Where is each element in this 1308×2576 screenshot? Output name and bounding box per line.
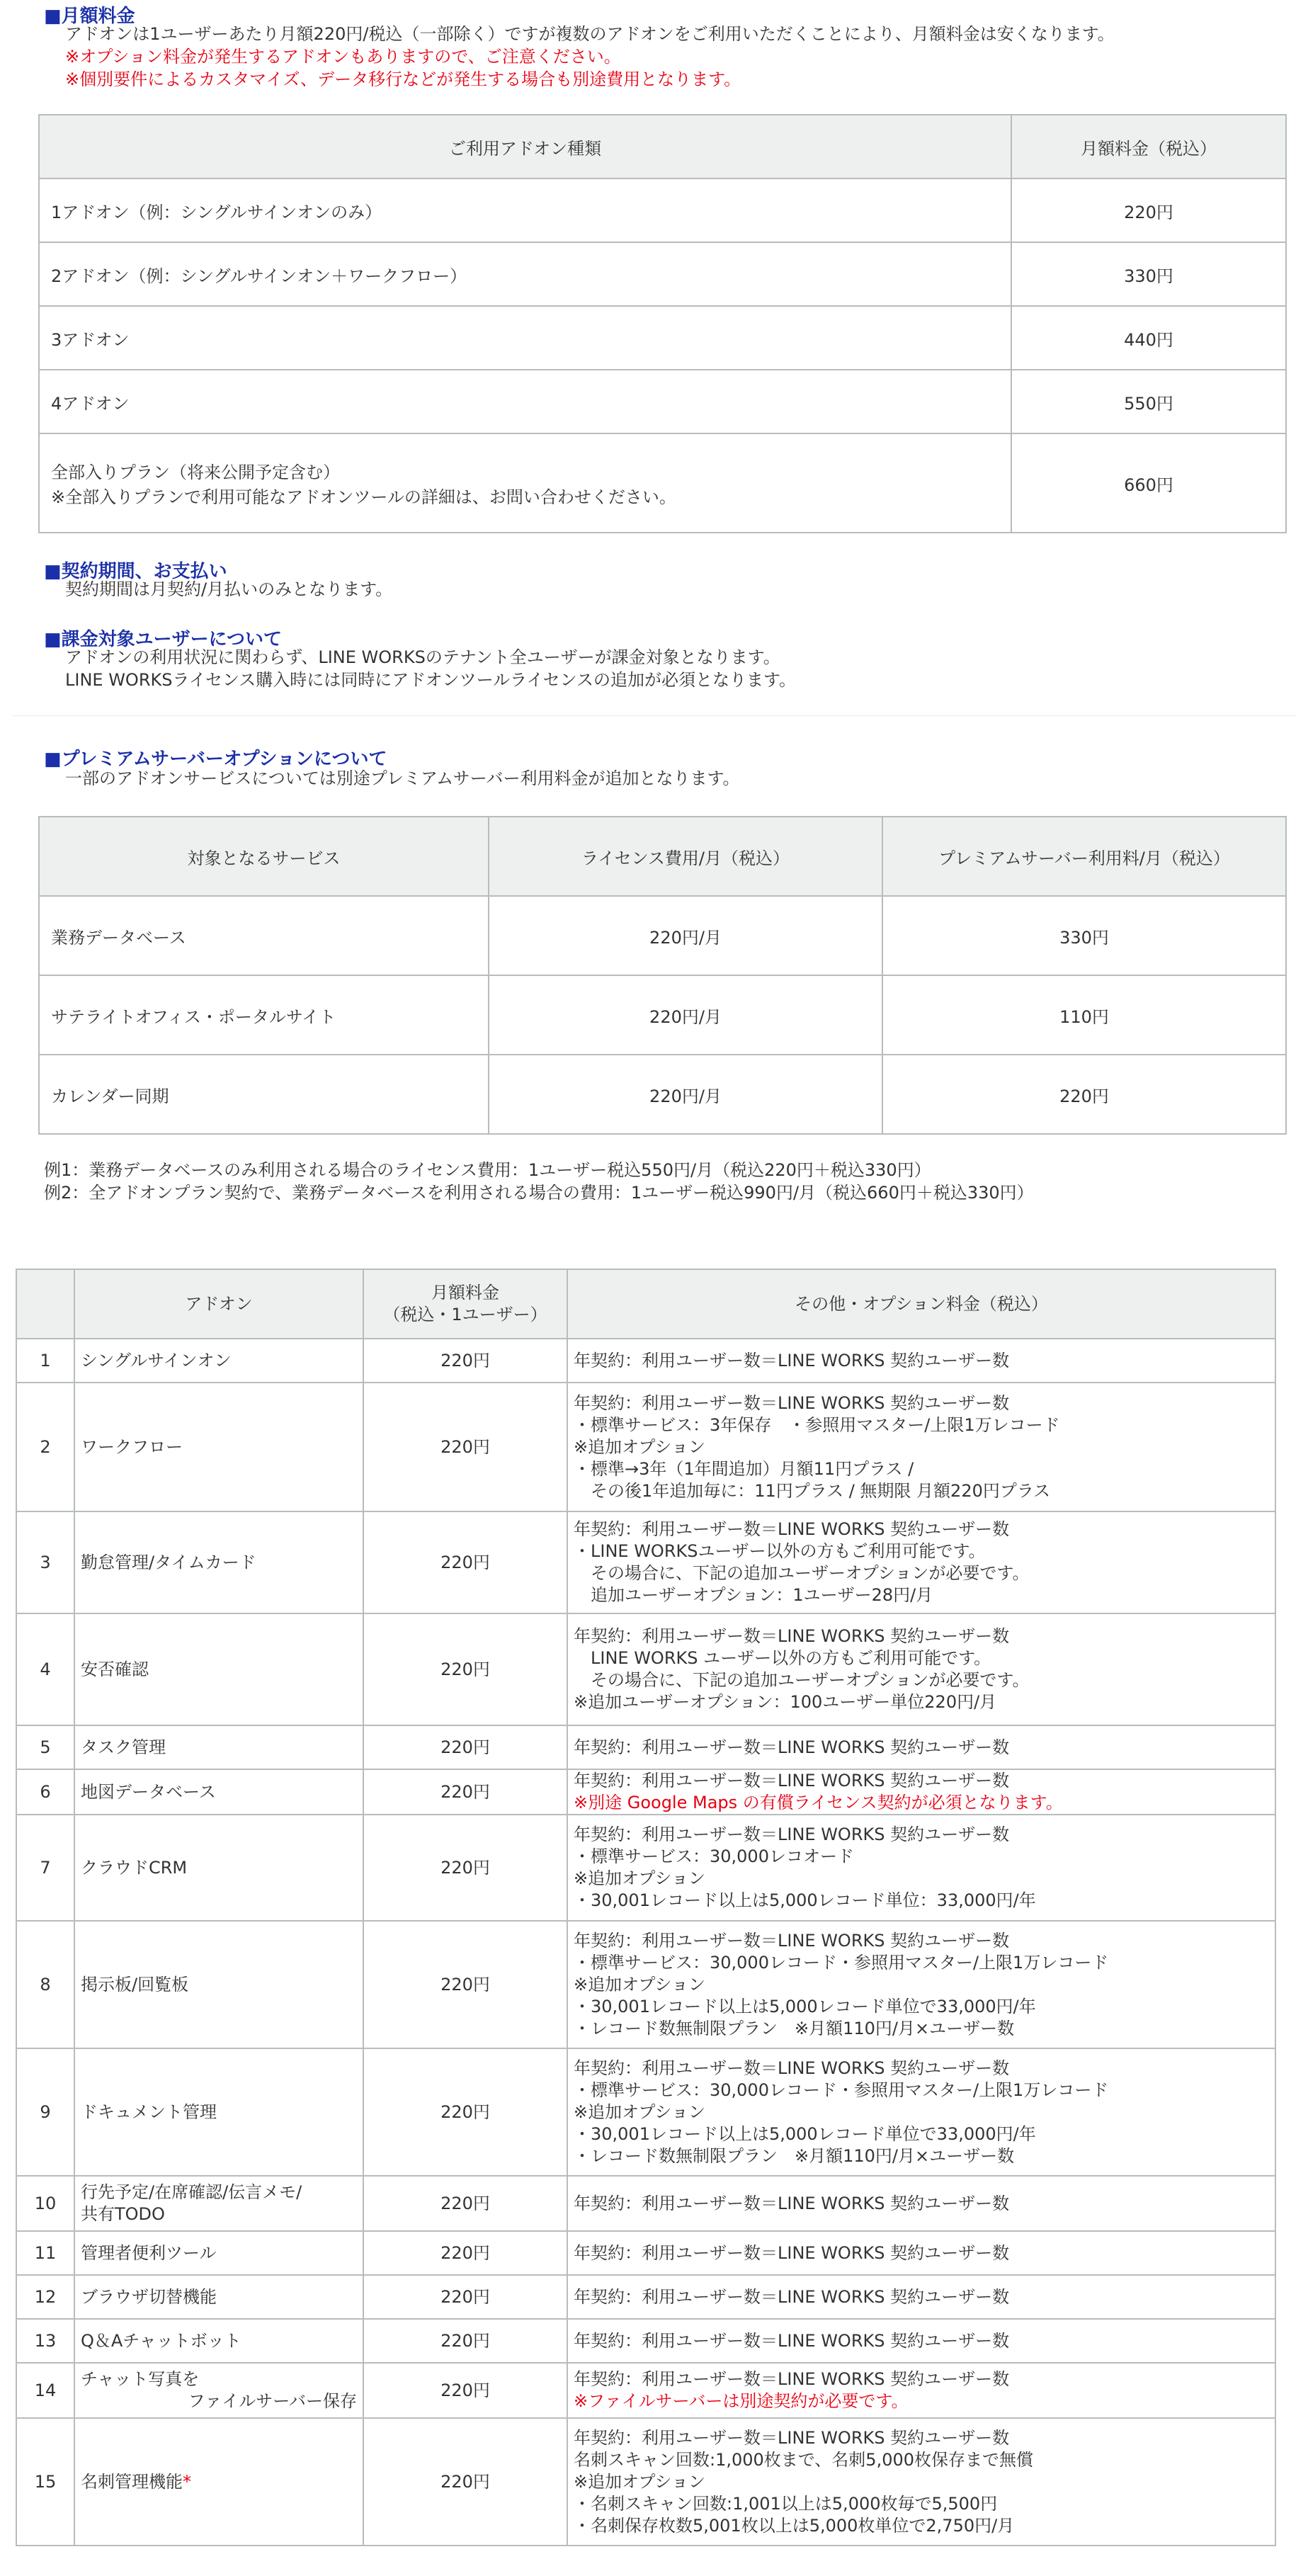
addon-price: 220円 <box>363 1725 567 1769</box>
addon-count-name: 2アドオン（例：シングルサインオン＋ワークフロー） <box>39 242 1011 306</box>
addon-table <box>16 1269 1276 2546</box>
premium-header-service: 対象となるサービス <box>39 817 489 896</box>
addon-header-price: 月額料金 （税込・1ユーザー） <box>363 1269 567 1339</box>
addon-number: 10 <box>16 2176 74 2231</box>
addon-number: 1 <box>16 1339 74 1383</box>
table-row <box>16 1383 1275 1511</box>
option-line: ・標準サービス：30,000レコオード <box>574 1846 854 1866</box>
addon-number: 8 <box>16 1921 74 2048</box>
premium-server-fee: 330円 <box>882 896 1286 975</box>
addon-options <box>567 1339 1275 1383</box>
table-row <box>39 242 1286 306</box>
option-line: ・30,001レコード以上は5,000レコード単位で33,000円/年 <box>574 2123 1036 2144</box>
option-line: ・レコード数無制限プラン ※月額110円/月×ユーザー数 <box>574 2145 1015 2166</box>
premium-service: 業務データベース <box>39 896 489 975</box>
premium-header-license: ライセンス費用/月（税込） <box>489 817 882 896</box>
addon-price: 220円 <box>363 2363 567 2418</box>
option-line: 年契約：利用ユーザー数＝LINE WORKS 契約ユーザー数 <box>574 1350 1010 1371</box>
table-row <box>16 2363 1275 2418</box>
addon-price: 220円 <box>363 1613 567 1725</box>
option-line: ・標準サービス：3年保存 ・参照用マスター/上限1万レコード <box>574 1414 1060 1435</box>
addon-number: 7 <box>16 1815 74 1921</box>
option-line: ・標準サービス：30,000レコード・参照用マスター/上限1万レコード <box>574 2079 1109 2100</box>
addon-options <box>567 1383 1275 1511</box>
premium-service: カレンダー同期 <box>39 1055 489 1134</box>
monthly-header-price: 月額料金（税込） <box>1011 115 1286 178</box>
addon-name-text: ワークフロー <box>81 1436 183 1457</box>
table-row <box>39 1055 1286 1134</box>
table-row <box>16 1613 1275 1725</box>
addon-options <box>567 1725 1275 1769</box>
table-row <box>16 1769 1275 1815</box>
addon-name <box>74 2418 363 2546</box>
addon-count-name: 3アドオン <box>39 306 1011 370</box>
addon-name <box>74 2363 363 2418</box>
addon-name <box>74 1339 363 1383</box>
addon-number: 15 <box>16 2418 74 2546</box>
addon-header-no <box>16 1269 74 1339</box>
option-warning: ※別途 Google Maps の有償ライセンス契約が必須となります。 <box>574 1793 1063 1812</box>
premium-title: ■プレミアムサーバーオプションについて <box>44 749 387 770</box>
option-line: 年契約：利用ユーザー数＝LINE WORKS 契約ユーザー数 <box>574 1626 1010 1646</box>
option-line: ・標準→3年（1年間追加）月額11円プラス / <box>574 1458 914 1479</box>
monthly-desc: アドオンは1ユーザーあたり月額220円/税込（一部除く）ですが複数のアドオンをご利用いただくことにより、月額料金は安くなります。 <box>65 24 1115 44</box>
option-line: その場合に、下記の追加ユーザーオプションが必要です。 <box>574 1563 1030 1583</box>
addon-number: 4 <box>16 1613 74 1725</box>
addon-price: 220円 <box>363 1921 567 2048</box>
addon-number: 13 <box>16 2319 74 2363</box>
table-row <box>16 1339 1275 1383</box>
addon-options <box>567 1921 1275 2048</box>
addon-count-price: 330円 <box>1011 242 1286 306</box>
option-line: ・30,001レコード以上は5,000レコード単位：33,000円/年 <box>574 1890 1036 1910</box>
addon-name <box>74 2176 363 2231</box>
addon-name-text: 管理者便利ツール <box>81 2242 217 2263</box>
addon-price: 220円 <box>363 1383 567 1511</box>
premium-license: 220円/月 <box>489 896 882 975</box>
contract-title: ■契約期間、お支払い <box>44 561 227 582</box>
addon-options <box>567 2418 1275 2546</box>
table-row <box>16 1725 1275 1769</box>
option-line: ・LINE WORKSユーザー以外の方もご利用可能です。 <box>574 1541 986 1561</box>
option-line: 年契約：利用ユーザー数＝LINE WORKS 契約ユーザー数 <box>574 2330 1010 2351</box>
monthly-table <box>38 114 1287 533</box>
premium-table <box>38 816 1287 1135</box>
monthly-title: ■月額料金 <box>44 6 135 27</box>
contract-desc: 契約期間は月契約/月払いのみとなります。 <box>65 579 393 599</box>
addon-number: 2 <box>16 1383 74 1511</box>
addon-name-text: 名刺管理機能* <box>81 2471 191 2492</box>
premium-license: 220円/月 <box>489 975 882 1055</box>
addon-options <box>567 2319 1275 2363</box>
table-row <box>16 2048 1275 2176</box>
addon-count-name: 4アドオン <box>39 370 1011 433</box>
addon-name <box>74 1511 363 1613</box>
option-line: ・レコード数無制限プラン ※月額110円/月×ユーザー数 <box>574 2018 1015 2038</box>
option-line: ※追加オプション <box>574 2471 705 2492</box>
addon-options <box>567 1613 1275 1725</box>
billing-desc-2: LINE WORKSライセンス購入時には同時にアドオンツールライセンスの追加が必須となります。 <box>65 670 797 690</box>
addon-number: 14 <box>16 2363 74 2418</box>
addon-name <box>74 2275 363 2319</box>
option-line: 追加ユーザーオプション：1ユーザー28円/月 <box>574 1585 933 1605</box>
option-line: 年契約：利用ユーザー数＝LINE WORKS 契約ユーザー数 <box>574 2286 1010 2307</box>
addon-name-text: 地図データベース <box>81 1781 216 1802</box>
addon-name-text: Q＆Aチャットボット <box>81 2330 241 2351</box>
addon-price: 220円 <box>363 2048 567 2176</box>
option-line: ※追加オプション <box>574 1974 705 1995</box>
addon-number: 6 <box>16 1769 74 1815</box>
addon-name-text: ドキュメント管理 <box>81 2101 217 2122</box>
monthly-header-type: ご利用アドオン種類 <box>39 115 1011 178</box>
table-row <box>39 306 1286 370</box>
addon-count-name: 1アドオン（例：シングルサインオンのみ） <box>39 178 1011 242</box>
addon-price: 220円 <box>363 1511 567 1613</box>
addon-header-name: アドオン <box>74 1269 363 1339</box>
addon-name <box>74 1725 363 1769</box>
addon-options <box>567 2176 1275 2231</box>
option-line: ・30,001レコード以上は5,000レコード単位で33,000円/年 <box>574 1996 1036 2016</box>
addon-price: 220円 <box>363 2319 567 2363</box>
premium-service: サテライトオフィス・ポータルサイト <box>39 975 489 1055</box>
addon-number: 11 <box>16 2231 74 2275</box>
required-mark: * <box>183 2471 191 2492</box>
table-row <box>16 2319 1275 2363</box>
addon-name <box>74 2319 363 2363</box>
addon-name <box>74 1815 363 1921</box>
table-row <box>39 370 1286 433</box>
addon-price: 220円 <box>363 2176 567 2231</box>
table-row <box>39 178 1286 242</box>
option-line: その場合に、下記の追加ユーザーオプションが必要です。 <box>574 1670 1030 1690</box>
addon-options <box>567 1815 1275 1921</box>
addon-name <box>74 1613 363 1725</box>
addon-number: 9 <box>16 2048 74 2176</box>
addon-price: 220円 <box>363 1769 567 1815</box>
option-line: ・名刺保存枚数5,001枚以上は5,000枚単位で2,750円/月 <box>574 2515 1015 2536</box>
option-line: 年契約：利用ユーザー数＝LINE WORKS 契約ユーザー数 <box>574 1930 1010 1951</box>
option-line: 年契約：利用ユーザー数＝LINE WORKS 契約ユーザー数 <box>574 1519 1010 1539</box>
option-line: 年契約：利用ユーザー数＝LINE WORKS 契約ユーザー数 <box>574 1392 1010 1413</box>
premium-header-server: プレミアムサーバー利用料/月（税込） <box>882 817 1286 896</box>
option-line: ※追加オプション <box>574 1868 705 1888</box>
addon-options <box>567 1511 1275 1613</box>
option-line: 年契約：利用ユーザー数＝LINE WORKS 契約ユーザー数 <box>574 2242 1010 2263</box>
addon-name <box>74 1921 363 2048</box>
option-line: 年契約：利用ユーザー数＝LINE WORKS 契約ユーザー数 <box>574 1771 1010 1791</box>
addon-name-text: 掲示板/回覧板 <box>81 1974 189 1995</box>
table-row <box>16 2231 1275 2275</box>
addon-name-text: 勤怠管理/タイムカード <box>81 1552 256 1572</box>
addon-count-price: 660円 <box>1011 433 1286 533</box>
addon-count-price: 550円 <box>1011 370 1286 433</box>
addon-name-text: タスク管理 <box>81 1737 166 1757</box>
option-line: ※追加オプション <box>574 1436 705 1457</box>
billing-desc-1: アドオンの利用状況に関わらず、LINE WORKSのテナント全ユーザーが課金対象となります。 <box>65 647 780 667</box>
premium-server-fee: 220円 <box>882 1055 1286 1134</box>
addon-name-text: 安否確認 <box>81 1659 149 1679</box>
option-line: ※追加ユーザーオプション：100ユーザー単位220円/月 <box>574 1692 997 1712</box>
billing-title: ■課金対象ユーザーについて <box>44 629 283 650</box>
addon-options <box>567 2275 1275 2319</box>
premium-desc: 一部のアドオンサービスについては別途プレミアムサーバー利用料金が追加となります。 <box>65 768 740 788</box>
addon-price: 220円 <box>363 2418 567 2546</box>
addon-name-text: クラウドCRM <box>81 1857 188 1878</box>
option-line: 年契約：利用ユーザー数＝LINE WORKS 契約ユーザー数 <box>574 2193 1010 2213</box>
table-row <box>39 975 1286 1055</box>
addon-price: 220円 <box>363 1339 567 1383</box>
option-line: 年契約：利用ユーザー数＝LINE WORKS 契約ユーザー数 <box>574 2058 1010 2078</box>
all-plan-note: ※全部入りプランで利用可能なアドオンツールの詳細は、お問い合わせください。 <box>51 487 676 507</box>
addon-name-text: 行先予定/在席確認/伝言メモ/ 共有TODO <box>81 2182 302 2224</box>
option-warning: ※ファイルサーバーは別途契約が必要です。 <box>574 2391 909 2411</box>
monthly-note-1: ※オプション料金が発生するアドオンもありますので、ご注意ください。 <box>65 47 621 67</box>
option-line: その後1年追加毎に：11円プラス / 無期限 月額220円プラス <box>574 1480 1051 1501</box>
option-line: LINE WORKS ユーザー以外の方もご利用可能です。 <box>574 1648 991 1668</box>
all-plan-cell <box>39 433 1011 533</box>
example-2: 例2：全アドオンプラン契約で、業務データベースを利用される場合の費用：1ユーザー税込990円/月（税込660円＋税込330円） <box>44 1183 1034 1203</box>
addon-name-text: ファイルサーバー保存 <box>188 2391 357 2411</box>
premium-license: 220円/月 <box>489 1055 882 1134</box>
option-line: 年契約：利用ユーザー数＝LINE WORKS 契約ユーザー数 <box>574 1825 1010 1844</box>
table-row <box>39 433 1286 533</box>
addon-name <box>74 2231 363 2275</box>
addon-header-options: その他・オプション料金（税込） <box>567 1269 1275 1339</box>
addon-price: 220円 <box>363 1815 567 1921</box>
all-plan-name: 全部入りプラン（将来公開予定含む） <box>51 463 340 482</box>
addon-number: 5 <box>16 1725 74 1769</box>
option-line: 年契約：利用ユーザー数＝LINE WORKS 契約ユーザー数 <box>574 2427 1010 2448</box>
option-line: ・標準サービス：30,000レコード・参照用マスター/上限1万レコード <box>574 1952 1109 1973</box>
table-row <box>39 896 1286 975</box>
addon-number: 3 <box>16 1511 74 1613</box>
table-row <box>16 2275 1275 2319</box>
table-row <box>16 1921 1275 2048</box>
option-line: 年契約：利用ユーザー数＝LINE WORKS 契約ユーザー数 <box>574 2369 1010 2389</box>
option-line: 年契約：利用ユーザー数＝LINE WORKS 契約ユーザー数 <box>574 1737 1010 1757</box>
addon-name-text: シングルサインオン <box>81 1350 232 1371</box>
premium-server-fee: 110円 <box>882 975 1286 1055</box>
addon-count-price: 440円 <box>1011 306 1286 370</box>
addon-name <box>74 1769 363 1815</box>
table-row <box>16 1511 1275 1613</box>
addon-options <box>567 2231 1275 2275</box>
table-row <box>16 1815 1275 1921</box>
addon-options <box>567 2363 1275 2418</box>
addon-name-text: チャット写真を <box>81 2369 200 2389</box>
addon-name-text: ブラウザ切替機能 <box>81 2286 217 2307</box>
section-divider <box>13 715 1296 716</box>
addon-options <box>567 1769 1275 1815</box>
option-line: 名刺スキャン回数:1,000枚まで、名刺5,000枚保存まで無償 <box>574 2449 1034 2470</box>
table-row <box>16 2418 1275 2546</box>
addon-name <box>74 1383 363 1511</box>
addon-price: 220円 <box>363 2275 567 2319</box>
option-line: ・名刺スキャン回数:1,001以上は5,000枚毎で5,500円 <box>574 2493 998 2514</box>
addon-options <box>567 2048 1275 2176</box>
table-row <box>16 2176 1275 2231</box>
addon-price: 220円 <box>363 2231 567 2275</box>
addon-count-price: 220円 <box>1011 178 1286 242</box>
monthly-note-2: ※個別要件によるカスタマイズ、データ移行などが発生する場合も別途費用となります。 <box>65 69 741 89</box>
addon-number: 12 <box>16 2275 74 2319</box>
option-line: ※追加オプション <box>574 2101 705 2122</box>
addon-name <box>74 2048 363 2176</box>
example-1: 例1：業務データベースのみ利用される場合のライセンス費用：1ユーザー税込550円/月（税込220円＋税込330円） <box>44 1160 931 1180</box>
